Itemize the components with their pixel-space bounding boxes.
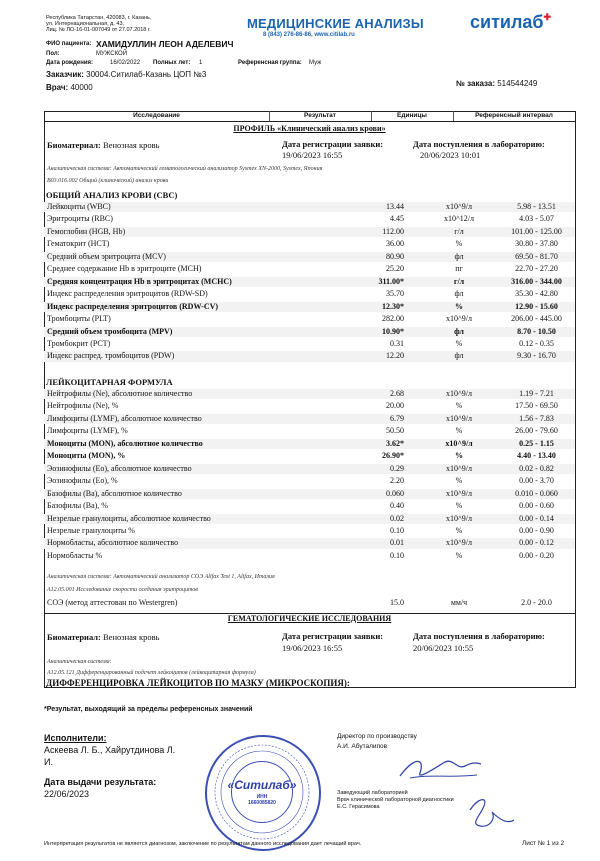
test-result: 112.00 <box>382 226 404 236</box>
table-row <box>44 501 575 511</box>
ref-group: Муж <box>309 60 322 66</box>
lab-date-1: 20/06/2023 10:01 <box>420 150 481 160</box>
head-signature <box>460 790 520 835</box>
test-result: 80.90 <box>386 251 404 261</box>
performers-names-2: И. <box>44 757 53 767</box>
table-row <box>44 489 575 499</box>
lab-license: Лиц. № ЛО-16-01-007049 от 27.07.2018 г. <box>46 27 151 33</box>
test-name: Моноциты (MON), % <box>47 451 126 461</box>
citilab-logo <box>470 12 551 33</box>
test-name: Незрелые гранулоциты, абсолютное количество <box>47 513 211 523</box>
test-result: 3.62* <box>386 438 404 448</box>
diff-section-title: ДИФФЕРЕНЦИРОВКА ЛЕЙКОЦИТОВ ПО МАЗКУ (МИКРОСКОПИЯ): <box>46 678 350 688</box>
test-ref: 0.00 - 3.70 <box>519 476 554 486</box>
test-unit: % <box>455 525 463 535</box>
test-ref: 17.50 - 69.50 <box>515 401 558 411</box>
table-row <box>44 327 575 337</box>
table-row <box>44 464 575 474</box>
test-ref: 69.50 - 81.70 <box>515 251 558 261</box>
test-ref: 4.40 - 13.40 <box>517 451 556 461</box>
table-row <box>44 339 575 349</box>
test-unit: x10^9/л <box>445 438 473 448</box>
table-row <box>44 314 575 324</box>
test-unit: % <box>455 476 463 486</box>
col-header-study: Исследование <box>133 112 180 119</box>
logo-text: ситилаб <box>470 12 544 32</box>
ref-group-label: Референсная группа: <box>238 60 302 66</box>
table-row <box>44 414 575 424</box>
test-ref: 8.70 - 10.50 <box>517 326 556 336</box>
analyzer-note-3: Аналитическая система: <box>47 659 112 665</box>
test-unit: % <box>455 451 463 461</box>
doctor: Врач: 40000 <box>46 83 93 92</box>
performers-names: Аскеева Л. Б., Хайрутдинова Л. <box>44 745 176 755</box>
test-name: СОЭ (метод аттестован по Westergren) <box>47 598 178 607</box>
test-unit: % <box>455 550 463 560</box>
table-row <box>44 302 575 312</box>
test-ref: 0.00 - 0.60 <box>519 501 554 511</box>
table-row <box>44 426 575 436</box>
test-result: 26.90* <box>382 451 404 461</box>
leuko-section-title: ЛЕЙКОЦИТАРНАЯ ФОРМУЛА <box>46 377 173 387</box>
lab-label-2: Дата поступления в лабораторию: <box>413 631 545 641</box>
test-result: 0.10 <box>390 550 404 560</box>
col-header-units: Единицы <box>397 112 427 119</box>
service-code-1: B03.016.002 Общий (клинический) анализ крови <box>47 178 169 184</box>
test-name: Средний объем эритроцита (MCV) <box>47 251 166 261</box>
table-row <box>44 401 575 411</box>
test-unit: x10^9/л <box>446 389 472 398</box>
stamp-name: «Ситилаб» <box>227 778 297 792</box>
test-unit: x10^9/л <box>446 314 472 324</box>
lab-address-1: Республика Татарстан, 420083, г. Казань, <box>46 15 152 21</box>
test-unit: фл <box>454 289 464 299</box>
brand-phone: 8 (843) 276-86-86, www.citilab.ru <box>263 32 355 38</box>
plus-icon: ✚ <box>543 12 552 22</box>
table-row <box>44 439 575 449</box>
patient-dob: 16/02/2022 <box>110 60 141 66</box>
test-ref: 9.30 - 16.70 <box>517 351 556 361</box>
biomaterial-2: Биоматериал: Венозная кровь <box>47 632 160 642</box>
table-row <box>44 277 575 287</box>
test-result: 311.00* <box>378 276 404 286</box>
test-result: 50.50 <box>386 426 404 436</box>
test-result: 282.00 <box>382 314 404 324</box>
reg-date-1: 19/06/2023 16:55 <box>282 150 343 160</box>
col-header-ref: Референсный интервал <box>475 112 553 119</box>
reg-label-1: Дата регистрации заявки: <box>282 139 384 149</box>
reg-label-2: Дата регистрации заявки: <box>282 631 384 641</box>
test-result: 6.79 <box>390 413 404 423</box>
test-unit: г/л <box>453 276 465 286</box>
analyzer-note-1: Аналитическая система: Автоматический гематологический анализатор Sysmex XN-2000, Sysmex, Япония <box>47 166 323 172</box>
test-name: Индекс распред. тромбоцитов (PDW) <box>47 351 175 361</box>
table-row <box>44 351 575 361</box>
fio-label: ФИО пациента: <box>46 41 92 47</box>
head-title-2: Врач клинической лабораторной диагностики <box>337 797 454 803</box>
test-name: Эозинофилы (Eo), % <box>47 476 118 486</box>
test-unit: % <box>455 239 463 249</box>
hemato-title: ГЕМАТОЛОГИЧЕСКИЕ ИССЛЕДОВАНИЯ <box>227 614 392 623</box>
test-name: Базофилы (Ba), абсолютное количество <box>47 488 182 498</box>
test-name: Базофилы (Ba), % <box>47 501 108 511</box>
test-unit: % <box>455 501 463 511</box>
test-result: 4.45 <box>390 214 404 224</box>
test-ref: 0.12 - 0.35 <box>519 338 554 348</box>
test-name: Тромбоциты (PLT) <box>47 314 111 324</box>
test-ref: 206.00 - 445.00 <box>511 314 562 324</box>
test-name: Лимфоциты (LYMF), % <box>47 426 128 436</box>
table-row <box>44 202 575 212</box>
test-result: 0.01 <box>390 538 404 548</box>
sheet-number: Лист № 1 из 2 <box>522 840 565 847</box>
test-name: Средний объем тромбоцита (MPV) <box>47 326 173 336</box>
test-name: Индекс распределения эритроцитов (RDW-SD) <box>47 289 208 299</box>
footnote: *Результат, выходящий за пределы референсных значений <box>44 706 253 713</box>
test-ref: 0.00 - 0.12 <box>519 538 554 548</box>
table-row <box>44 551 575 561</box>
table-row <box>44 538 575 548</box>
issue-date: 22/06/2023 <box>44 789 90 799</box>
table-row <box>44 264 575 274</box>
test-result: 0.29 <box>390 463 404 473</box>
test-result: 0.10 <box>390 525 404 535</box>
stamp-ring-text <box>205 735 319 849</box>
test-ref: 1.19 - 7.21 <box>519 389 554 398</box>
analyzer-note-2: Аналитическая система: Автоматический анализатор СОЭ Alifax Test 1, Alifax, Италия <box>47 574 275 580</box>
test-ref: 1.56 - 7.83 <box>519 413 554 423</box>
test-name: Тромбокрит (PCT) <box>47 338 111 348</box>
director-title: Директор по производству <box>337 733 417 740</box>
table-row <box>44 252 575 262</box>
service-code-3: A12.05.121 Дифференцированный подсчет лейкоцитов (лейкоцитарная формула) <box>47 670 256 676</box>
test-name: Эозинофилы (Eo), абсолютное количество <box>47 463 192 473</box>
test-unit: % <box>455 401 463 411</box>
test-ref: 12.90 - 15.60 <box>515 301 558 311</box>
lab-date-2: 20/06/2023 10:55 <box>413 643 474 653</box>
table-row-esr <box>44 598 575 608</box>
test-ref: 5.98 - 13.51 <box>517 202 556 211</box>
col-header-result: Результат <box>304 112 336 119</box>
test-result: 12.20 <box>386 351 404 361</box>
biomaterial-1: Биоматериал: Венозная кровь <box>47 140 160 150</box>
performers-label: Исполнители: <box>44 733 107 743</box>
disclaimer: Интерпретация результатов не является диагнозом, заключение по результатам данного исследования дает лечащий врач. <box>44 841 362 847</box>
test-result: 0.02 <box>390 513 404 523</box>
dob-label: Дата рождения: <box>46 60 94 66</box>
test-unit: % <box>455 426 463 436</box>
test-result: 25.20 <box>386 264 404 274</box>
cbc-section-title: ОБЩИЙ АНАЛИЗ КРОВИ (CBC) <box>46 190 178 200</box>
test-ref: 0.02 - 0.82 <box>519 463 554 473</box>
reg-date-2: 19/06/2023 16:55 <box>282 643 343 653</box>
test-unit: x10^9/л <box>446 538 472 548</box>
test-unit: мм/ч <box>450 598 468 607</box>
test-ref: 0.010 - 0.060 <box>515 488 558 498</box>
test-name: Нормобласты, абсолютное количество <box>47 538 179 548</box>
test-unit: x10^9/л <box>446 463 472 473</box>
test-name: Индекс распределения эритроцитов (RDW-CV) <box>47 301 219 311</box>
issue-label: Дата выдачи результата: <box>44 777 157 787</box>
age-label: Полных лет: <box>153 60 191 66</box>
test-name: Нейтрофилы (Ne), % <box>47 401 119 411</box>
test-name: Нейтрофилы (Ne), абсолютное количество <box>47 389 193 398</box>
service-code-2: A12.05.001 Исследование скорости оседания эритроцитов <box>47 587 198 593</box>
test-unit: г/л <box>454 226 464 236</box>
customer: Заказчик: 30004.Ситилаб-Казань ЦОП №3 <box>46 70 207 79</box>
brand-title: МЕДИЦИНСКИЕ АНАЛИЗЫ <box>247 16 424 31</box>
test-ref: 2.0 - 20.0 <box>521 598 552 607</box>
test-name: Гематокрит (HCT) <box>47 239 110 249</box>
test-ref: 22.70 - 27.20 <box>515 264 558 274</box>
test-unit: x10^9/л <box>446 488 472 498</box>
test-result: 2.68 <box>390 389 404 398</box>
patient-sex: МУЖСКОЙ <box>96 51 128 57</box>
director-signature <box>395 748 485 788</box>
test-ref: 0.00 - 0.90 <box>519 525 554 535</box>
test-ref: 35.30 - 42.80 <box>515 289 558 299</box>
test-name: Эритроциты (RBC) <box>47 214 113 224</box>
test-name: Нормобласты % <box>47 550 103 560</box>
table-row <box>44 289 575 299</box>
test-name: Лейкоциты (WBC) <box>47 202 111 211</box>
test-ref: 0.00 - 0.20 <box>519 550 554 560</box>
test-unit: фл <box>454 351 464 361</box>
test-unit: % <box>455 338 463 348</box>
test-result: 20.00 <box>386 401 404 411</box>
test-result: 0.40 <box>390 501 404 511</box>
test-name: Среднее содержание Hb в эритроците (MCH) <box>47 264 202 274</box>
test-result: 35.70 <box>386 289 404 299</box>
lab-label-1: Дата поступления в лабораторию: <box>413 139 545 149</box>
test-ref: 0.25 - 1.15 <box>519 438 554 448</box>
test-name: Лимфоциты (LYMF), абсолютное количество <box>47 413 202 423</box>
sex-label: Пол: <box>46 51 60 57</box>
table-row <box>44 526 575 536</box>
stamp-inn: ИНН 1660085820 <box>248 794 276 806</box>
test-ref: 0.00 - 0.14 <box>519 513 554 523</box>
test-result: 0.060 <box>386 488 404 498</box>
test-unit: x10^9/л <box>446 513 472 523</box>
test-unit: x10^9/л <box>446 202 472 211</box>
test-result: 36.00 <box>386 239 404 249</box>
test-result: 12.30* <box>382 301 404 311</box>
test-ref: 4.03 - 5.07 <box>519 214 554 224</box>
test-unit: пг <box>455 264 463 274</box>
table-row <box>44 514 575 524</box>
test-name: Гемоглобин (HGB, Hb) <box>47 226 126 236</box>
lab-address-2: ул. Интернациональная, д. 43, <box>46 21 125 27</box>
table-row <box>44 214 575 224</box>
test-name: Средняя концентрация Hb в эритроцитах (MCHC) <box>47 276 232 286</box>
test-name: Незрелые гранулоциты % <box>47 525 135 535</box>
test-unit: фл <box>454 251 464 261</box>
test-unit: x10^9/л <box>446 413 472 423</box>
head-name: Е.С. Герасимова <box>337 804 380 810</box>
test-result: 0.31 <box>390 338 404 348</box>
test-ref: 316.00 - 344.00 <box>511 276 562 286</box>
test-unit: фл <box>454 326 464 336</box>
table-row <box>44 451 575 461</box>
director-name: А.И. Абуталипов <box>337 743 388 750</box>
table-row <box>44 239 575 249</box>
patient-name: ХАМИДУЛЛИН ЛЕОН АДЕЛЕВИЧ <box>96 39 234 49</box>
test-unit: % <box>455 301 463 311</box>
patient-age: 1 <box>199 60 203 66</box>
table-row <box>44 227 575 237</box>
profile-title: ПРОФИЛЬ «Клинический анализ крови» <box>233 124 386 133</box>
head-title: Заведующий лабораторией <box>337 790 408 796</box>
table-row <box>44 389 575 399</box>
test-ref: 101.00 - 125.00 <box>511 226 562 236</box>
test-ref: 26.00 - 79.60 <box>515 426 558 436</box>
test-unit: x10^12/л <box>444 214 474 224</box>
test-result: 10.90* <box>382 326 404 336</box>
order-number: № заказа: 514544249 <box>456 79 538 88</box>
test-ref: 30.80 - 37.80 <box>515 239 558 249</box>
test-result: 15.0 <box>390 598 404 607</box>
test-name: Моноциты (MON), абсолютное количество <box>47 438 203 448</box>
test-result: 13.44 <box>386 202 404 211</box>
test-result: 2.20 <box>390 476 404 486</box>
table-row <box>44 476 575 486</box>
